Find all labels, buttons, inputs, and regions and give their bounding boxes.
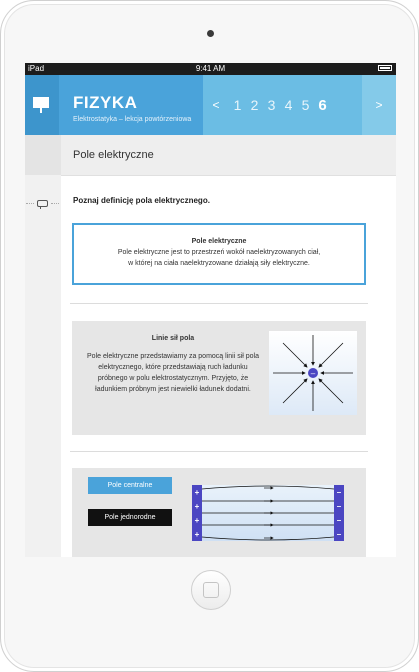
section-title: Pole elektryczne [61, 135, 396, 176]
clock: 9:41 AM [195, 64, 226, 73]
lesson-subtitle: Elektrostatyka – lekcja powtórzeniowa [73, 116, 192, 123]
page-navigation [203, 75, 396, 135]
radial-field-illustration [269, 331, 357, 415]
uniform-field-illustration [192, 485, 344, 541]
page-5[interactable]: 5 [301, 97, 310, 113]
definition-line-2: w której na ciała naelektryzowane działają siły elektryczne. [128, 260, 310, 267]
plus-sign: + [194, 487, 200, 497]
page-4[interactable]: 4 [284, 97, 293, 113]
minus-sign: – [336, 529, 342, 539]
field-lines-title: Linie sił pola [151, 335, 195, 342]
battery-icon [378, 65, 392, 71]
home-square-icon [203, 582, 219, 598]
central-field-button[interactable]: Pole centralne [88, 477, 172, 494]
app-title: FIZYKA [73, 93, 138, 112]
comment-icon[interactable] [37, 200, 48, 207]
left-rail [25, 135, 61, 557]
minus-sign: – [336, 515, 342, 525]
board-icon [33, 97, 49, 108]
content-area [25, 135, 396, 557]
minus-sign: – [336, 487, 342, 497]
instruction-text: Poznaj definicję pola elektrycznego. [73, 196, 210, 205]
carrier-label: iPad [28, 64, 45, 73]
prev-page-button[interactable]: < [212, 98, 220, 112]
uniform-field-button[interactable]: Pole jednorodne [88, 509, 172, 526]
lesson-main [61, 135, 396, 557]
screen [25, 63, 396, 557]
field-types-card [72, 468, 366, 557]
home-logo[interactable] [25, 75, 59, 135]
page-3[interactable]: 3 [267, 97, 276, 113]
left-rail-strip [25, 135, 61, 175]
minus-sign: – [336, 501, 342, 511]
home-button[interactable] [191, 570, 231, 610]
definition-line-1: Pole elektryczne jest to przestrzeń wokół naelektryzowanych ciał, [117, 249, 321, 256]
field-lines-description: Pole elektryczne przedstawiamy za pomocą linii sił pola elektrycznego, które przedstawiają ruch ładunku próbnego w polu elektrostatycznym. Przyjęto, że ładunkiem próbnym jest niewielki ładunek dodatni. [87, 353, 259, 393]
page-1[interactable]: 1 [233, 97, 242, 113]
plus-sign: + [194, 529, 200, 539]
front-camera [207, 30, 214, 37]
definition-title: Pole elektryczne [191, 238, 247, 245]
field-lines-text-block [84, 333, 262, 395]
next-page-button[interactable]: > [362, 75, 396, 135]
app-header [25, 75, 396, 135]
page-2[interactable]: 2 [250, 97, 259, 113]
rail-divider-left [26, 203, 34, 204]
divider [70, 303, 368, 304]
plus-sign: + [194, 515, 200, 525]
plus-sign: + [194, 501, 200, 511]
charge-sign: – [310, 369, 316, 378]
page-6[interactable]: 6 [318, 96, 327, 114]
status-bar [25, 63, 396, 75]
definition-box [72, 223, 366, 285]
field-lines-card [72, 321, 366, 435]
divider [70, 451, 368, 452]
rail-divider-right [51, 203, 59, 204]
